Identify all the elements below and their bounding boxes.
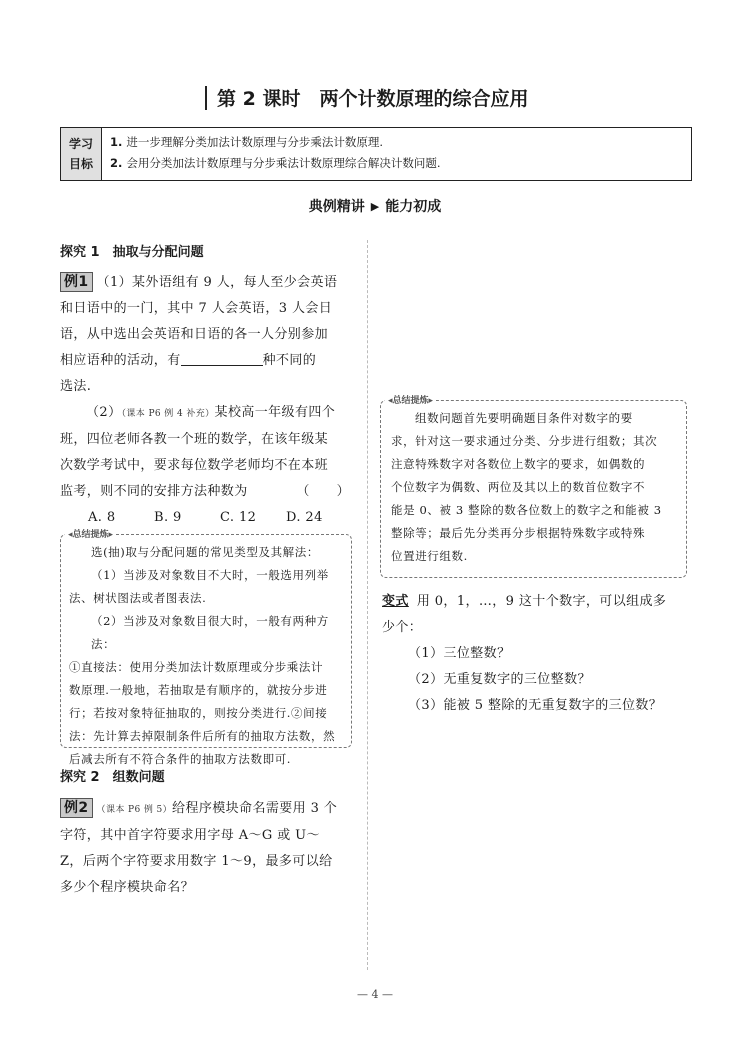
source-note: （课本 P6 例 5）	[96, 805, 173, 815]
page-title: 第 2 课时 两个计数原理的综合应用	[217, 88, 529, 110]
variant-item: （2）无重复数字的三位整数？	[408, 672, 591, 687]
variant-item: （3）能被 5 整除的无重复数字的三位数？	[408, 698, 663, 713]
section-heading: 典例精讲 ▶ 能力初成	[308, 199, 442, 215]
example-1: 例1 （1）某外语组有 9 人，每人至少会英语 和日语中的一门，其中 7 人会英语，3 人会日 语，从中选出会英语和日语的各一人分别参加 相应语种的活动，有 种不同的 选法. （2）（课本 P6 例 4 补充）某校高一年级有四个 班，四位老师各教一个班的数学，在该年级某 次数学考试中，要求每位数学老师均不在本班 监考，则不同的安排方法种数为 （ ） A. 8 B. 9 C. 12 D. 24	[60, 270, 360, 531]
goals-label-line2: 目标	[68, 157, 93, 171]
example-badge: 例2	[60, 798, 93, 818]
summary-2-text: 组数问题首先要明确题目条件对数字的要 求，针对这一要求通过分类、分步进行组数；其次 注意特殊数字对各数位上数字的要求，如偶数的 个位数字为偶数、两位及其以上的数首位数字不 能是 0、被 3 整除的数各位数上的数字之和能被 3 整除等；最后先分类再分步根据特殊数字或特殊 位置进行组数.	[391, 411, 662, 563]
arrow-icon: ▶	[370, 200, 380, 213]
learning-goals-box	[60, 127, 692, 181]
goals-label-line1: 学习	[68, 137, 93, 151]
goals-list	[102, 128, 449, 180]
title-bar	[205, 86, 207, 110]
example-badge: 例1	[60, 272, 93, 292]
answer-paren[interactable]: （ ）	[296, 484, 350, 499]
goal-item: 2. 会用分类加法计数原理与分步乘法计数原理综合解决计数问题.	[110, 156, 441, 170]
option-b[interactable]: B. 9	[154, 510, 182, 525]
goal-item: 1. 进一步理解分类加法计数原理与分步乘法计数原理.	[110, 135, 384, 149]
variant-block: 变式 用 0，1，…，9 这十个数字，可以组成多 少个： （1）三位整数？ （2）无重复数字的三位整数？ （3）能被 5 整除的无重复数字的三位数？	[382, 589, 692, 719]
summary-box-2	[380, 396, 687, 578]
explore-2-title: 探究 2 组数问题	[60, 770, 165, 785]
answer-blank[interactable]	[181, 351, 263, 366]
column-divider	[367, 240, 368, 970]
summary-1-text: 选(抽)取与分配问题的常见类型及其解法： （1）当涉及对象数目不大时，一般选用列举 法、树状图法或者图表法. （2）当涉及对象数目很大时，一般有两种方法： ①直接法：使用分类加法计数原理或分步乘法计 数原理.一般地，若抽取是有顺序的，就按分步进 行；若按对象特征抽取的，则按分类进行.②间接 法：先计算去掉限制条件后所有的抽取方法数，然 后减去所有不符合条件的抽取方法数即可.	[69, 545, 336, 766]
variant-tag: 变式	[382, 594, 409, 609]
source-note: （课本 P6 例 4 补充）	[121, 409, 215, 419]
summary-label: ◂总结提炼▸	[385, 393, 436, 406]
summary-box-1	[60, 530, 352, 766]
option-d[interactable]: D. 24	[286, 510, 323, 525]
goals-label	[61, 128, 102, 180]
summary-label: ◂总结提炼▸	[65, 527, 116, 540]
option-a[interactable]: A. 8	[88, 510, 116, 525]
page-title-block	[205, 84, 528, 111]
explore-1-title: 探究 1 抽取与分配问题	[60, 245, 204, 260]
option-c[interactable]: C. 12	[220, 510, 257, 525]
page-number: — 4 —	[357, 988, 393, 1001]
example-2: 例2 （课本 P6 例 5）给程序模块命名需要用 3 个 字符，其中首字符要求用字母 A～G 或 U～ Z，后两个字符要求用数字 1～9，最多可以给 多少个程序模块命名？	[60, 800, 338, 895]
variant-item: （1）三位整数？	[408, 646, 511, 661]
